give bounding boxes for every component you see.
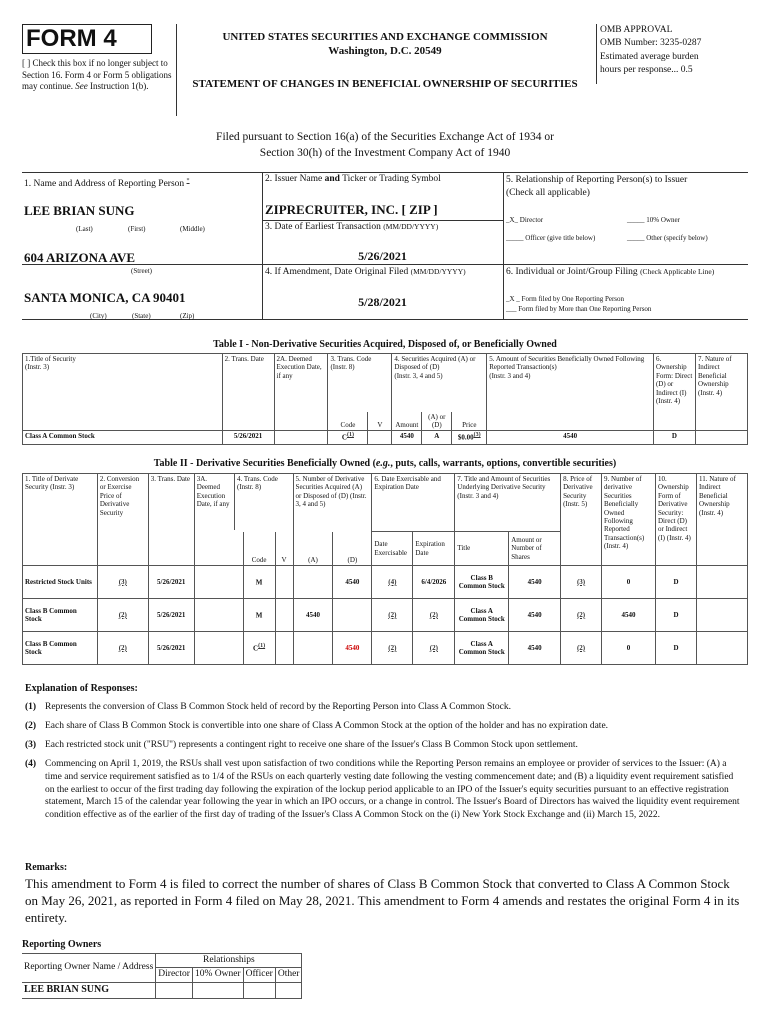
checkbox-note (22, 58, 172, 93)
filed-pursuant-line-1: Filed pursuant to Section 16(a) of the Securities Exchange Act of 1934 or (216, 131, 554, 143)
t2-h-nature: 11. Nature of Indirect Beneficial Ownership (Instr. 4) (696, 474, 747, 566)
omb-box (600, 24, 750, 77)
t2-h-owned: 9. Number of derivative Securities Beneficially Owned Following Reported Transaction(s) (Instr. 4) (602, 474, 656, 566)
t1-row-form: D (653, 431, 695, 445)
footnote-link[interactable]: (2) (97, 632, 148, 665)
t2-sub-code: Code (243, 532, 275, 566)
see-word: See (75, 81, 88, 92)
t1-row-owned: 4540 (487, 431, 654, 445)
t1-sub-amount: Amount (392, 412, 422, 431)
table-row: Restricted Stock Units (3) 5/26/2021 M 4540 (4) 6/4/2026 Class B Common Stock 4540 (3) 0 D (23, 566, 748, 599)
original-filed-date: 5/28/2021 (358, 295, 407, 309)
t1-h-code: 3. Trans. Code (Instr. 8) (328, 354, 392, 412)
explanation-item-4: (4) Commencing on April 1, 2019, the RSUs shall vest upon satisfaction of two conditions while the Reporting Person remains an employee or provider of services to the Issuer: (A) a time and service requirement satisfied as to 1/4 of the RSUs on each quarterly vesting date following the vesting commencement date; and (B) a liquidity event requirement satisfied on the earliest to occur of the first trading day following the expiration of the lockup period applicable to an IPO of the Issuer's equity securities pursuant to an effective registration statement, March 15 of the calendar year following the year in which an IPO occurs, or a change in control. The Issuer's Board of Directors has waived the liquidity event requirement condition effective as of the earlier of the first day of trading of the Issuer's Class A Common Stock on the (i) New York Stock Exchange and (ii) March 15, 2022. (25, 759, 740, 821)
street-value: 604 ARIZONA AVE (24, 250, 136, 265)
table1 (22, 353, 748, 445)
t1-row-deemed (274, 431, 328, 445)
t1-row-nature (695, 431, 747, 445)
footnote-link[interactable]: (2) (561, 632, 602, 665)
zip-label: (Zip) (180, 312, 195, 320)
footnote-link[interactable]: (2) (372, 599, 413, 632)
t2-h-exercisable: 6. Date Exercisable and Expiration Date (372, 474, 455, 532)
owner-name: LEE BRIAN SUNG (22, 982, 156, 998)
owners-col-ten: 10% Owner (192, 968, 243, 982)
explanation-item-2: (2) Each share of Class B Common Stock is convertible into one share of Class A Common Stock at the option of the holder and has no expiration date. (25, 721, 609, 731)
box1-ref-link[interactable]: * (186, 178, 190, 184)
footnote-link[interactable]: (3) (561, 566, 602, 599)
table2 (22, 473, 748, 665)
t1-h-deemed: 2A. Deemed Execution Date, if any (274, 354, 328, 431)
more-persons-check[interactable]: ___ Form filed by More than One Reporting Person (506, 305, 652, 313)
footnote-link[interactable]: (2) (561, 599, 602, 632)
explanation-item-1: (1) Represents the conversion of Class B Common Stock held of record by the Reporting Person into Class A Common Stock. (25, 702, 511, 712)
box1-label: 1. Name and Address of Reporting Person * (24, 178, 190, 190)
t2-sub-deemed-blank (194, 532, 243, 566)
owners-col-director: Director (156, 968, 193, 982)
owners-relationships: Relationships (156, 954, 302, 968)
explanation-item-3: (3) Each restricted stock unit ("RSU") represents a contingent right to receive one share of the Issuer's Class B Common Stock upon settlement. (25, 740, 578, 750)
t2-sub-v: V (275, 532, 293, 566)
form-title-box (22, 24, 152, 54)
table-row: Class B Common Stock (2) 5/26/2021 $C^{(1)}$ 4540 (2) (2) Class A Common Stock 4540 (2) 0 D (23, 632, 748, 665)
t2-sub-amt: Amount or Number of Shares (509, 532, 561, 566)
issuer-name: ZIPRECRUITER, INC. [ ZIP ] (265, 202, 438, 217)
footnote-1-link[interactable]: (1) (346, 432, 354, 439)
t1-row-date: 5/26/2021 (222, 431, 274, 445)
table2-title: Table II - Derivative Securities Beneficially Owned (e.g., puts, calls, warrants, options, convertible securities) (153, 458, 617, 469)
t1-row-code: $C^{(1)}$ (328, 431, 368, 445)
t1-h-securities: 4. Securities Acquired (A) or Disposed of (D) (Instr. 3, 4 and 5) (392, 354, 487, 412)
last-label: (Last) (76, 225, 93, 233)
owners-col-officer: Officer (243, 968, 275, 982)
ten-pct-owner-check[interactable]: _____ 10% Owner (627, 216, 680, 224)
t2-h-form: 10. Ownership Form of Derivative Security: Direct (D) or Indirect (I) (Instr. 4) (656, 474, 697, 566)
footnote-3-link[interactable]: (3) (473, 432, 481, 439)
t2-h-conv: 2. Conversion or Exercise Price of Derivative Security (97, 474, 148, 566)
remarks-text: This amendment to Form 4 is filed to correct the number of shares of Class B Common Stock that converted to Class A Common Stock on May 26, 2021, as reported in Form 4 filed on May 28, 2021. This amendment to Form 4 amends and restates the original Form 4 in its entirety. (25, 876, 740, 925)
other-check[interactable]: _____ Other (specify below) (627, 234, 708, 242)
agency-name: UNITED STATES SECURITIES AND EXCHANGE COMMISSION (222, 31, 548, 43)
filed-pursuant-line-2: Section 30(h) of the Investment Company Act of 1940 (259, 146, 511, 159)
t1-h-amount-owned: 5. Amount of Securities Beneficially Owned Following Reported Transaction(s) (Instr. 3 and 4) (487, 354, 654, 431)
omb-approval: OMB APPROVAL (600, 25, 673, 35)
filed-pursuant (160, 130, 610, 161)
t2-sub-de: Date Exercisable (372, 532, 413, 566)
box3-label: 3. Date of Earliest Transaction (MM/DD/YYYY) (265, 222, 439, 232)
box4-label: 4. If Amendment, Date Original Filed (MM/DD/YYYY) (265, 267, 466, 277)
burden-2: hours per response... 0.5 (600, 64, 693, 75)
table-row (23, 431, 748, 445)
middle-label: (Middle) (180, 225, 205, 233)
t2-sub-title: Title (455, 532, 509, 566)
t2-h-deemed-code: 3A. Deemed Execution Date, if any 4. Trans. Code (Instr. 8) (194, 474, 293, 532)
box6-label: 6. Individual or Joint/Group Filing (Check Applicable Line) (506, 267, 715, 277)
form-title: FORM 4 (26, 25, 117, 52)
footnote-link[interactable]: (2) (372, 632, 413, 665)
t2-h-price: 8. Price of Derivative Security (Instr. 5) (561, 474, 602, 566)
street-label: (Street) (131, 267, 152, 275)
owners-col-name: Reporting Owner Name / Address (22, 954, 156, 983)
t1-row-price: $0.00$^{(3)}$ (452, 431, 487, 445)
table-row: Class B Common Stock (2) 5/26/2021 M 4540 (2) (2) Class A Common Stock 4540 (2) 4540 D (23, 599, 748, 632)
t2-sub-a: (A) (293, 532, 333, 566)
footnote-link[interactable]: (2) (413, 632, 455, 665)
t1-h-date: 2. Trans. Date (222, 354, 274, 431)
t1-sub-code: Code (328, 412, 368, 431)
box5-label: 5. Relationship of Reporting Person(s) to Issuer (Check all applicable) (506, 175, 688, 198)
first-label: (First) (128, 225, 146, 233)
t2-h-underlying: 7. Title and Amount of Securities Underlying Derivative Security (Instr. 3 and 4) (455, 474, 561, 532)
t2-sub-d: (D) (333, 532, 372, 566)
t1-sub-price: Price (452, 412, 487, 431)
city-value: SANTA MONICA, CA 90401 (24, 290, 186, 305)
t1-sub-v: V (368, 412, 392, 431)
t1-h-nature: 7. Nature of Indirect Beneficial Ownership (Instr. 4) (695, 354, 747, 431)
footnote-link[interactable]: (4) (372, 566, 413, 599)
footnote-link[interactable]: (3) (97, 566, 148, 599)
state-label: (State) (132, 312, 151, 320)
t2-h-date: 3. Trans. Date (148, 474, 194, 566)
table1-title: Table I - Non-Derivative Securities Acquired, Disposed of, or Beneficially Owned (213, 339, 557, 350)
t1-row-amount: 4540 (392, 431, 422, 445)
t1-h-ownership-form: 6. Ownership Form: Direct (D) or Indirect (I) (Instr. 4) (653, 354, 695, 431)
instruction-ref: Instruction 1(b). (90, 81, 149, 92)
t1-sub-aord: (A) or (D) (422, 412, 452, 431)
explanation-title: Explanation of Responses: (25, 683, 138, 694)
omb-number: OMB Number: 3235-0287 (600, 38, 702, 49)
footnote-link[interactable]: (2) (97, 599, 148, 632)
box2-label: 2. Issuer Name and Ticker or Trading Symbol (265, 174, 441, 184)
city-label: (City) (90, 312, 107, 320)
t2-h-number: 5. Number of Derivative Securities Acquired (A) or Disposed of (D) (Instr. 3, 4 and 5) (293, 474, 372, 532)
burden-1: Estimated average burden (600, 51, 699, 62)
owners-table (22, 953, 302, 999)
remarks-title: Remarks: (25, 862, 68, 873)
t1-row-v (368, 431, 392, 445)
statement-title: STATEMENT OF CHANGES IN BENEFICIAL OWNERSHIP OF SECURITIES (192, 78, 578, 90)
checkbox-note-text: [ ] Check this box if no longer subject to Section 16. Form 4 or Form 5 obligations may continue. (22, 58, 172, 92)
officer-check[interactable]: _____ Officer (give title below) (506, 234, 596, 242)
t2-sub-exp: Expiration Date (413, 532, 455, 566)
t1-row-title: Class A Common Stock (23, 431, 223, 445)
reporting-person-name: LEE BRIAN SUNG (24, 203, 135, 218)
t1-h-title: 1.Title of Security (Instr. 3) (23, 354, 223, 431)
director-check[interactable]: _X_ Director (506, 216, 544, 224)
t1-row-ad: A (422, 431, 452, 445)
owners-title: Reporting Owners (22, 939, 102, 950)
t2-h-title: 1. Title of Derivate Security (Instr. 3) (23, 474, 98, 566)
agency-location: Washington, D.C. 20549 (328, 45, 442, 57)
footnote-link[interactable]: (2) (413, 599, 455, 632)
owners-col-other: Other (275, 968, 302, 982)
earliest-transaction-date: 5/26/2021 (358, 249, 407, 263)
one-person-check[interactable]: _X _ Form filed by One Reporting Person (506, 295, 625, 303)
